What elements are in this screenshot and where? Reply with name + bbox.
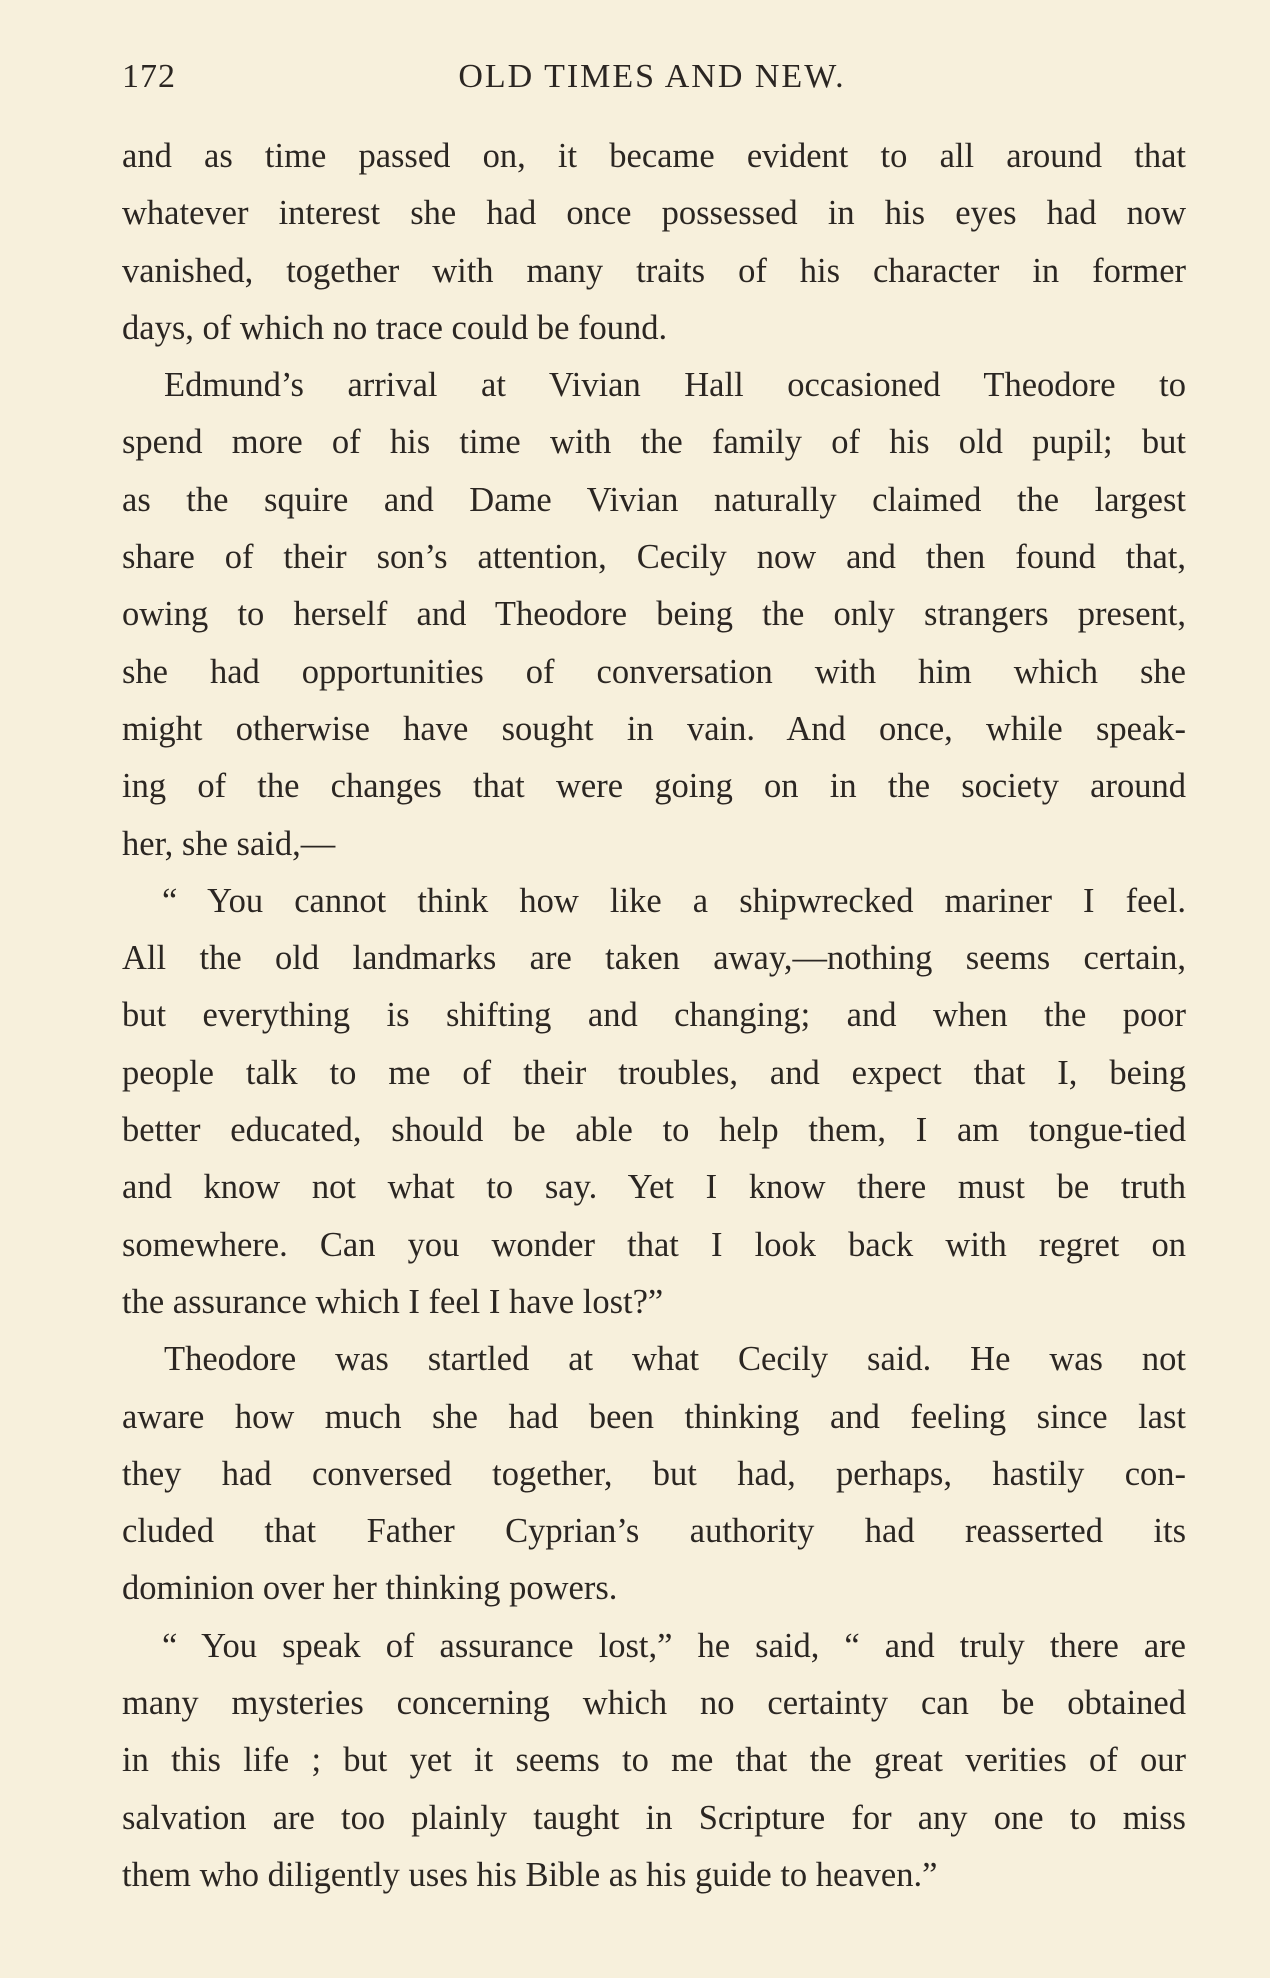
text-line: spend more of his time with the family of his old pupil; but: [122, 423, 1186, 462]
text-line: they had conversed together, but had, perhaps, hastily con-: [122, 1454, 1186, 1493]
text-line: owing to herself and Theodore being the only strangers present,: [122, 595, 1186, 634]
text-line: days, of which no trace could be found.: [122, 308, 668, 347]
text-line: she had opportunities of conversation with him which she: [122, 652, 1186, 691]
text-line: and know not what to say. Yet I know there must be truth: [122, 1168, 1186, 1207]
text-line: All the old landmarks are taken away,—nothing seems certain,: [122, 939, 1186, 978]
text-line: in this life ; but yet it seems to me that the great verities of our: [122, 1741, 1186, 1780]
text-line: somewhere. Can you wonder that I look back with regret on: [122, 1225, 1186, 1264]
text-line: Theodore was startled at what Cecily said. He was not: [164, 1340, 1186, 1379]
text-line: Edmund’s arrival at Vivian Hall occasioned Theodore to: [164, 366, 1186, 405]
text-line: dominion over her thinking powers.: [122, 1569, 618, 1608]
text-line: and as time passed on, it became evident to all around that: [122, 137, 1186, 175]
text-line: but everything is shifting and changing; and when the poor: [122, 996, 1186, 1035]
text-line: them who diligently uses his Bible as his guide to heaven.”: [122, 1855, 938, 1894]
text-line: better educated, should be able to help them, I am tongue-tied: [122, 1111, 1186, 1150]
text-line: ing of the changes that were going on in the society around: [122, 767, 1186, 806]
text-line: might otherwise have sought in vain. And once, while speak-: [122, 709, 1186, 748]
body-text: [122, 128, 1186, 1904]
text-line: people talk to me of their troubles, and expect that I, being: [122, 1053, 1186, 1092]
text-line: vanished, together with many traits of his character in former: [122, 251, 1186, 290]
text-line: salvation are too plainly taught in Scripture for any one to miss: [122, 1798, 1186, 1837]
text-line: as the squire and Dame Vivian naturally claimed the largest: [122, 480, 1186, 519]
text-line: “ You speak of assurance lost,” he said, “ and truly there are: [162, 1626, 1186, 1665]
text-line: many mysteries concerning which no certainty can be obtained: [122, 1684, 1186, 1723]
text-line: “ You cannot think how like a shipwrecked mariner I feel.: [162, 881, 1186, 920]
text-line: the assurance which I feel I have lost?”: [122, 1282, 664, 1321]
text-line: whatever interest she had once possessed in his eyes had now: [122, 194, 1186, 233]
text-line: cluded that Father Cyprian’s authority had reasserted its: [122, 1512, 1186, 1551]
text-line: aware how much she had been thinking and feeling since last: [122, 1397, 1186, 1436]
text-line: share of their son’s attention, Cecily now and then found that,: [122, 538, 1186, 577]
text-line: her, she said,—: [122, 824, 336, 863]
running-head: [122, 58, 1182, 102]
running-title: OLD TIMES AND NEW.: [458, 58, 846, 95]
page-number: 172: [122, 58, 176, 95]
